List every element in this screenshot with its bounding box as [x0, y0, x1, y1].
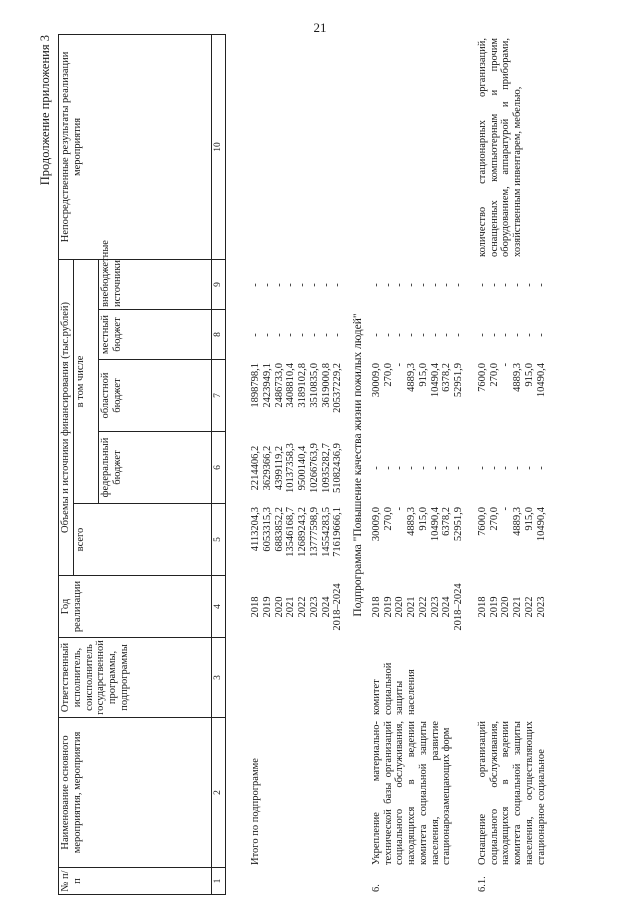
cell-local: - [488, 333, 500, 337]
cell-local: - [285, 333, 297, 337]
cell-extra: - [285, 283, 297, 287]
cell-extra: - [308, 283, 320, 287]
cell-local: - [476, 333, 488, 337]
header-loc: местный бюджет [99, 310, 212, 360]
cell-extra: - [441, 283, 453, 287]
row-result [250, 35, 344, 260]
cell-local: - [261, 333, 273, 337]
cell-year: 2019 [382, 596, 394, 618]
cell-local: - [394, 333, 406, 337]
cell-local: - [453, 333, 465, 337]
cell-year: 2020 [273, 596, 285, 618]
cell-federal: - [441, 466, 453, 470]
row-number: 6.1. [476, 876, 488, 892]
cell-total: 30009,0 [370, 507, 382, 542]
cell-extra: - [500, 283, 512, 287]
cell-year: 2023 [429, 596, 441, 618]
cell-regional: 30009,0 [370, 363, 382, 398]
cell-local: - [320, 333, 332, 337]
cell-year: 2018–2024 [453, 583, 465, 631]
cell-federal: 51082436,9 [332, 443, 344, 493]
cell-extra: - [453, 283, 465, 287]
table-row [371, 35, 383, 895]
cell-year: 2022 [417, 596, 429, 618]
cell-regional: - [500, 363, 512, 367]
row-responsible: комитет социальной защиты населения [370, 662, 418, 715]
cell-local: - [512, 333, 524, 337]
cell-local: - [332, 333, 344, 337]
cell-regional: 3510835,0 [308, 363, 320, 408]
cell-year: 2022 [297, 596, 308, 618]
cell-total: 10490,4 [429, 507, 441, 542]
cell-total: 71619666,1 [332, 507, 344, 557]
cell-total: 270,0 [382, 507, 394, 531]
cell-year: 2023 [308, 596, 320, 618]
cell-total: 4889,3 [512, 507, 524, 536]
header-num: № п/п [59, 868, 212, 895]
spacer [465, 35, 477, 895]
cell-federal: - [406, 466, 418, 470]
cell-federal: - [429, 466, 441, 470]
cell-regional: 1898798,1 [250, 363, 261, 408]
colnum: 9 [212, 259, 226, 309]
cell-extra: - [394, 283, 406, 287]
cell-total: 915,0 [417, 507, 429, 531]
cell-extra: - [297, 283, 308, 287]
row-result: количество стационарных организаций, оснащенных компьютерным и прочим оборудованием, аппаратурой и приборами, хозяйственным инвентарем, мебелью, [476, 38, 524, 257]
cell-regional: 3189102,8 [297, 363, 308, 408]
cell-local: - [500, 333, 512, 337]
cell-federal: - [394, 466, 406, 470]
cell-federal: - [535, 466, 547, 470]
cell-federal: - [500, 466, 512, 470]
cell-total: 4113204,3 [250, 507, 261, 552]
table-row [477, 35, 489, 895]
colnum: 1 [212, 868, 226, 895]
cell-local: - [297, 333, 308, 337]
cell-year: 2024 [441, 596, 453, 618]
spacer-row [465, 35, 477, 895]
header-extra: внебюджетные источники [99, 259, 212, 309]
cell-total: - [500, 507, 512, 511]
cell-year: 2018 [250, 596, 261, 618]
cell-extra: - [417, 283, 429, 287]
cell-federal: - [476, 466, 488, 470]
header-total: всего [73, 504, 211, 576]
cell-total: 14554283,5 [320, 507, 332, 557]
cell-total: 13777598,9 [308, 507, 320, 557]
header-resp: Ответственный исполнитель, соисполнитель государственной программы, подпрограммы [59, 638, 212, 718]
cell-regional: 915,0 [523, 363, 535, 387]
cell-regional: 6378,2 [441, 363, 453, 392]
cell-regional: 4889,3 [512, 363, 524, 392]
cell-local: - [273, 333, 285, 337]
cell-extra: - [250, 283, 261, 287]
cell-year: 2021 [406, 596, 418, 618]
cell-year: 2018 [370, 596, 382, 618]
cell-federal: - [488, 466, 500, 470]
cell-extra: - [261, 283, 273, 287]
cell-federal: - [370, 466, 382, 470]
cell-local: - [370, 333, 382, 337]
cell-regional: 915,0 [417, 363, 429, 387]
column-number-row [212, 34, 226, 894]
cell-federal: 9500140,4 [297, 445, 308, 491]
cell-local: - [535, 333, 547, 337]
cell-regional: 7600,0 [476, 363, 488, 392]
colnum: 10 [212, 34, 226, 259]
colnum: 4 [212, 576, 226, 638]
cell-extra: - [406, 283, 418, 287]
continuation-note: Продолжение приложения 3 [38, 35, 52, 186]
cell-regional: 2486733,0 [273, 363, 285, 408]
colnum: 6 [212, 432, 226, 504]
cell-extra: - [476, 283, 488, 287]
cell-federal: - [417, 466, 429, 470]
cell-total: 6883852,2 [273, 507, 285, 552]
cell-extra: - [535, 283, 547, 287]
header-incl: в том числе [73, 259, 98, 503]
cell-local: - [417, 333, 429, 337]
cell-local: - [382, 333, 394, 337]
cell-local: - [429, 333, 441, 337]
cell-year: 2021 [512, 596, 524, 618]
cell-extra: - [523, 283, 535, 287]
row-name: Укрепление материально-технической базы организаций социального обслуживания, находящихся в ведении комитета социальной защиты населения, развитие стационарозамещающих форм [370, 721, 453, 865]
row-name: Итого по подпрограмме [250, 758, 261, 865]
cell-total: 12689243,2 [297, 507, 308, 557]
cell-local: - [441, 333, 453, 337]
cell-local: - [523, 333, 535, 337]
header-year: Год реализации [59, 576, 212, 638]
table-header [58, 34, 226, 895]
cell-total: 10490,4 [535, 507, 547, 542]
cell-year: 2019 [488, 596, 500, 618]
colnum: 5 [212, 504, 226, 576]
cell-regional: 270,0 [488, 363, 500, 387]
cell-federal: 10137358,3 [285, 443, 297, 493]
cell-extra: - [429, 283, 441, 287]
cell-total: - [394, 507, 406, 511]
page-number: 21 [313, 20, 327, 35]
cell-total: 52951,9 [453, 507, 465, 542]
cell-extra: - [382, 283, 394, 287]
row-responsible [477, 638, 548, 718]
header-volumes: Объемы и источники финансирования (тыс.рублей) [59, 259, 74, 575]
cell-regional: 10490,4 [535, 363, 547, 398]
cell-federal: 3629366,2 [261, 445, 273, 491]
cell-local: - [308, 333, 320, 337]
row-number: 6. [370, 884, 382, 892]
colnum: 7 [212, 360, 226, 432]
cell-year: 2019 [261, 596, 273, 618]
cell-total: 6378,2 [441, 507, 453, 536]
header-name: Наименование основного мероприятия, мероприятия [59, 718, 212, 868]
cell-federal: - [523, 466, 535, 470]
cell-year: 2018–2024 [332, 583, 344, 631]
colnum: 2 [212, 718, 226, 868]
cell-year: 2024 [320, 596, 332, 618]
header-result: Непосредственные результаты реализации мероприятия [59, 34, 212, 259]
cell-local: - [250, 333, 261, 337]
cell-federal: 10266763,9 [308, 443, 320, 493]
cell-extra: - [512, 283, 524, 287]
data-table [250, 35, 547, 895]
cell-extra: - [273, 283, 285, 287]
cell-total: 6053315,3 [261, 507, 273, 552]
cell-regional: 3408810,4 [285, 363, 297, 408]
subprogram-title: Подпрограмма "Повышение качества жизни пожилых людей" [352, 313, 364, 617]
cell-extra: - [320, 283, 332, 287]
cell-regional: 10490,4 [429, 363, 441, 398]
cell-extra: - [370, 283, 382, 287]
cell-extra: - [488, 283, 500, 287]
cell-federal: - [382, 466, 394, 470]
cell-federal: 10935282,7 [320, 443, 332, 493]
cell-total: 13546168,7 [285, 507, 297, 557]
cell-regional: 52951,9 [453, 363, 465, 398]
cell-regional: 20537229,2 [332, 363, 344, 413]
cell-regional: 4889,3 [406, 363, 418, 392]
cell-regional: 3619000,8 [320, 363, 332, 408]
subprogram-row [344, 35, 371, 895]
colnum: 8 [212, 310, 226, 360]
table-row [250, 35, 262, 895]
cell-year: 2020 [500, 596, 512, 618]
cell-total: 270,0 [488, 507, 500, 531]
cell-total: 915,0 [523, 507, 535, 531]
cell-local: - [406, 333, 418, 337]
colnum: 3 [212, 638, 226, 718]
cell-federal: 4399119,2 [273, 445, 285, 491]
rotated-page [38, 35, 604, 895]
header-reg: областной бюджет [99, 360, 212, 432]
cell-federal: 2214406,2 [250, 445, 261, 491]
cell-federal: - [512, 466, 524, 470]
cell-regional: 2423949,1 [261, 363, 273, 408]
cell-total: 4889,3 [406, 507, 418, 536]
cell-regional: - [394, 363, 406, 367]
row-name: Оснащение организаций социального обслуживания, находящихся в ведении комитета социальной защиты населения, осуществляющих стационарное социальное [476, 721, 547, 865]
cell-federal: - [453, 466, 465, 470]
cell-total: 7600,0 [476, 507, 488, 536]
cell-extra: - [332, 283, 344, 287]
row-number [250, 868, 344, 895]
cell-year: 2018 [476, 596, 488, 618]
cell-year: 2022 [523, 596, 535, 618]
cell-year: 2023 [535, 596, 547, 618]
header-fed: федеральный бюджет [99, 432, 212, 504]
cell-regional: 270,0 [382, 363, 394, 387]
cell-year: 2020 [394, 596, 406, 618]
row-result [371, 35, 465, 260]
cell-year: 2021 [285, 596, 297, 618]
